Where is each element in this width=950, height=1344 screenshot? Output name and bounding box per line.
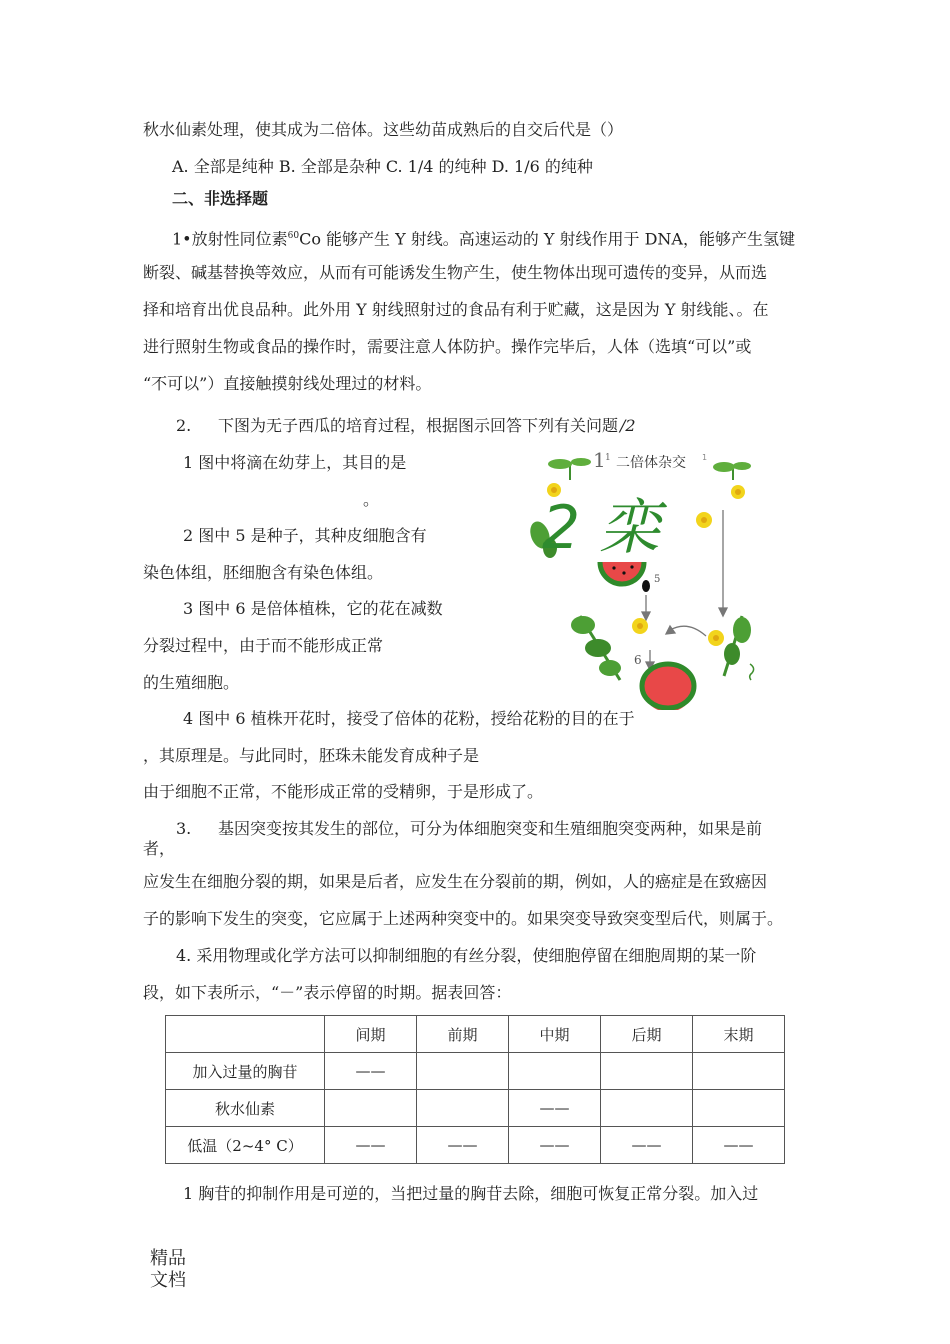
text-line: 染色体组，胚细胞含有染色体组。 bbox=[143, 563, 384, 582]
table-cell bbox=[417, 1090, 509, 1127]
table-cell: —— bbox=[325, 1127, 417, 1164]
footer-watermark bbox=[150, 1248, 186, 1292]
table-cell: —— bbox=[325, 1053, 417, 1090]
answer-options: A. 全部是纯种 B. 全部是杂种 C. 1/4 的纯种 D. 1/6 的纯种 bbox=[172, 157, 593, 176]
table-cell bbox=[601, 1053, 693, 1090]
text-line: 段，如下表所示，“－”表示停留的时期。据表回答： bbox=[143, 983, 512, 1002]
text-line: 由于细胞不正常，不能形成正常的受精卵，于是形成了。 bbox=[143, 782, 544, 801]
plant-icon bbox=[708, 616, 754, 680]
text-line: 者， bbox=[143, 839, 176, 858]
flower-icon bbox=[731, 485, 745, 499]
watermelon-breeding-figure bbox=[528, 440, 768, 710]
figure-drawing bbox=[528, 440, 768, 710]
figure-label-6: 6 bbox=[634, 653, 642, 667]
text-span: 下图为无子西瓜的培育过程，根据图示回答下列有关问题 bbox=[218, 416, 619, 435]
section-heading: 二、非选择题 bbox=[172, 189, 269, 208]
text-line: 的生殖细胞。 bbox=[143, 673, 240, 692]
question-2-intro bbox=[218, 416, 636, 436]
sub-question-2: 2 图中 5 是种子，其种皮细胞含有 bbox=[183, 526, 427, 545]
text-line: 1 胸苷的抑制作用是可逆的，当把过量的胸苷去除，细胞可恢复正常分裂。加入过 bbox=[183, 1184, 759, 1203]
table-cell: —— bbox=[417, 1127, 509, 1164]
text-line: “不可以”）直接触摸射线处理过的材料。 bbox=[143, 374, 432, 393]
table-row-label: 秋水仙素 bbox=[166, 1090, 325, 1127]
text-line: 秋水仙素处理，使其成为二倍体。这些幼苗成熟后的自交后代是（） bbox=[143, 120, 624, 139]
text-line: ，其原理是。与此同时，胚珠未能发育成种子是 bbox=[143, 746, 480, 765]
question-number: 3. bbox=[176, 819, 192, 838]
arrow-icon bbox=[719, 510, 727, 616]
table-header-cell bbox=[166, 1016, 325, 1053]
table-cell bbox=[693, 1053, 785, 1090]
figure-label-number: 1 bbox=[593, 448, 606, 472]
text-span: Co 能够产生 Y 射线。高速运动的 Y 射线作用于 DNA，能够产生氢键 bbox=[299, 229, 795, 249]
svg-text:1: 1 bbox=[702, 453, 708, 462]
table-cell: —— bbox=[601, 1127, 693, 1164]
table-row bbox=[166, 1127, 785, 1164]
text-line: 进行照射生物或食品的操作时，需要注意人体防护。操作完毕后，人体（选填“可以”或 bbox=[143, 337, 752, 356]
table-row-label: 加入过量的胸苷 bbox=[166, 1053, 325, 1090]
text-span: 1•放射性同位素 bbox=[172, 229, 288, 249]
table-cell bbox=[693, 1090, 785, 1127]
period-mark: 。 bbox=[363, 490, 380, 509]
table-row bbox=[166, 1053, 785, 1090]
table-header-row bbox=[166, 1016, 785, 1053]
table-cell bbox=[509, 1053, 601, 1090]
watermelon-slice-icon bbox=[642, 664, 694, 710]
flower-icon bbox=[696, 512, 712, 528]
table-cell bbox=[417, 1053, 509, 1090]
text-line: 子的影响下发生的突变，它应属于上述两种突变中的。如果突变导致突变型后代，则属于。 bbox=[143, 909, 784, 928]
text-line: 择和培育出优良品种。此外用 Y 射线照射过的食品有利于贮藏，这是因为 Y 射线能、。在 bbox=[143, 300, 769, 319]
figure-label-cross: 二倍体杂交 bbox=[616, 455, 686, 471]
question-1-line bbox=[172, 226, 795, 249]
text-line: 分裂过程中，由于而不能形成正常 bbox=[143, 636, 384, 655]
sub-question-4: 4 图中 6 植株开花时，接受了倍体的花粉，授给花粉的目的在于 bbox=[183, 709, 635, 728]
seedling-icon bbox=[548, 458, 591, 480]
sub-question-1: 1 图中将滴在幼芽上，其目的是 bbox=[183, 453, 407, 472]
question-4-line: 4. 采用物理或化学方法可以抑制细胞的有丝分裂，使细胞停留在细胞周期的某一阶 bbox=[176, 946, 757, 965]
watermelon-slice-icon bbox=[600, 562, 644, 584]
table-cell: —— bbox=[509, 1127, 601, 1164]
sub-question-3: 3 图中 6 是倍体植株，它的花在减数 bbox=[183, 599, 443, 618]
arrow-icon bbox=[666, 626, 706, 636]
text-line: 断裂、碱基替换等效应，从而有可能诱发生物产生，使生物体出现可遗传的变异，从而选 bbox=[143, 263, 768, 282]
figure-big-label: 2 栾 bbox=[542, 493, 660, 563]
table-cell bbox=[325, 1090, 417, 1127]
text-line: 应发生在细胞分裂的期，如果是后者，应发生在分裂前的期，例如，人的癌症是在致癌因 bbox=[143, 872, 768, 891]
table-header-cell: 间期 bbox=[325, 1016, 417, 1053]
table-header-cell: 末期 bbox=[693, 1016, 785, 1053]
plant-icon bbox=[571, 616, 648, 680]
seedling-icon bbox=[713, 462, 751, 480]
table-cell: —— bbox=[509, 1090, 601, 1127]
text-line: 基因突变按其发生的部位，可分为体细胞突变和生殖细胞突变两种，如果是前 bbox=[218, 819, 763, 838]
table-header-cell: 中期 bbox=[509, 1016, 601, 1053]
table-row-label: 低温（2~4° C） bbox=[166, 1127, 325, 1164]
table-cell bbox=[601, 1090, 693, 1127]
question-number: 2. bbox=[176, 416, 192, 435]
arrow-icon bbox=[642, 595, 650, 620]
figure-label-5: 5 bbox=[654, 574, 661, 585]
svg-text:1: 1 bbox=[605, 453, 611, 463]
cell-cycle-table bbox=[165, 1015, 785, 1164]
text-span: /2 bbox=[620, 416, 636, 435]
isotope-superscript: 60 bbox=[287, 231, 300, 241]
seed-icon bbox=[642, 580, 650, 592]
table-header-cell: 后期 bbox=[601, 1016, 693, 1053]
table-row bbox=[166, 1090, 785, 1127]
table-header-cell: 前期 bbox=[417, 1016, 509, 1053]
footer-line: 文档 bbox=[150, 1270, 186, 1291]
table-cell: —— bbox=[693, 1127, 785, 1164]
footer-line: 精品 bbox=[150, 1248, 186, 1269]
